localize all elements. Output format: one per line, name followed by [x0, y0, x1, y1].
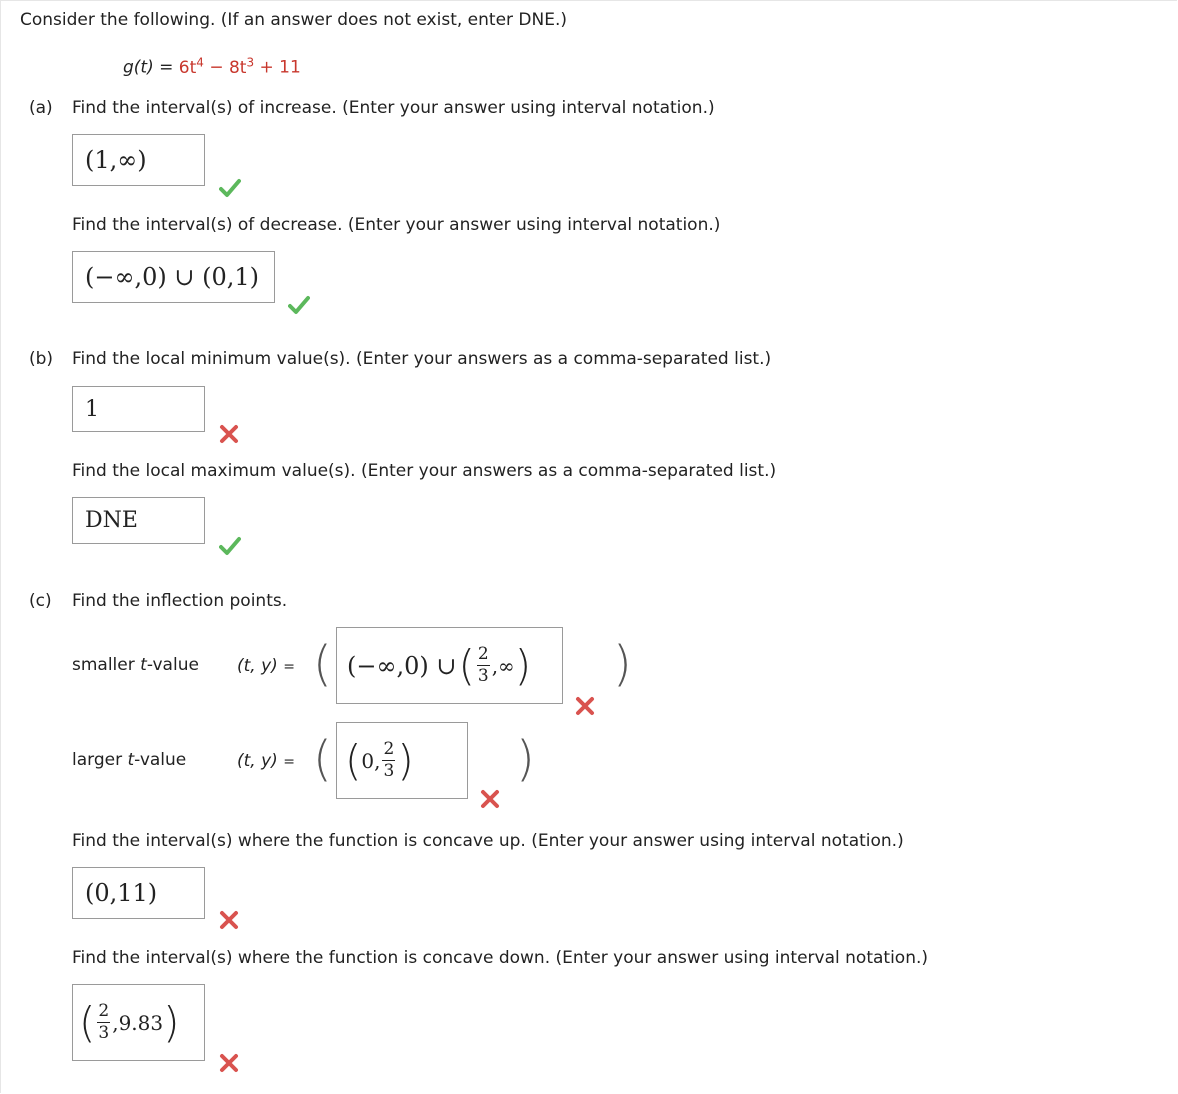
part-c-label: (c)	[29, 591, 52, 611]
function-minus: −	[209, 57, 224, 78]
concave-up-answer-value: (0,11)	[85, 879, 158, 907]
concave-down-fraction: $\frac{2}{3}$	[98, 1001, 110, 1043]
concave-up-prompt: Find the interval(s) where the function is concave up. (Enter your answer using interval notation.)	[72, 831, 904, 851]
decrease-prompt: Find the interval(s) of decrease. (Enter your answer using interval notation.)	[72, 215, 721, 235]
function-eq: =	[159, 57, 174, 78]
max-answer-input[interactable]	[72, 497, 205, 544]
larger-open-paren: (	[313, 731, 332, 787]
smaller-ty-label: (t, y) =	[237, 656, 295, 676]
larger-t-label: larger t-value	[72, 750, 187, 770]
larger-ty-label: (t, y) =	[237, 751, 295, 771]
larger-fraction: $\frac{2}{3}$	[383, 739, 395, 781]
function-lhs: g(t)	[123, 57, 154, 78]
inflection-prompt: Find the inflection points.	[72, 591, 288, 611]
concave-down-answer-input[interactable]: ( $\frac{2}{3}$ ,9.83 )	[72, 984, 205, 1061]
part-a-label: (a)	[29, 98, 53, 118]
concave-down-x-icon	[218, 1053, 240, 1073]
larger-answer-value: 0,	[361, 748, 381, 773]
max-check-icon	[219, 536, 241, 556]
smaller-answer-input[interactable]: (−∞,0) ∪ ( $\frac{2}{3}$ ,∞ )	[336, 627, 563, 704]
function-term2: $8t^3$	[228, 55, 255, 78]
increase-answer-value: (1,∞)	[85, 146, 147, 174]
min-answer-value: 1	[85, 396, 99, 422]
larger-answer-input[interactable]: ( 0, $\frac{2}{3}$ )	[336, 722, 468, 799]
function-term1: $6t^4$	[178, 55, 204, 78]
increase-check-icon	[219, 178, 241, 198]
larger-x-icon	[479, 789, 501, 809]
function-expression	[123, 55, 301, 78]
increase-prompt: Find the interval(s) of increase. (Enter your answer using interval notation.)	[72, 98, 715, 118]
min-x-icon	[218, 424, 240, 444]
smaller-open-paren: (	[313, 636, 332, 692]
decrease-answer-value: (−∞,0) ∪ (0,1)	[85, 263, 259, 291]
smaller-close-paren: )	[613, 636, 632, 692]
smaller-answer-value: (−∞,0) ∪	[347, 651, 457, 680]
smaller-fraction: $\frac{2}{3}$	[477, 644, 489, 686]
instruction-text: Consider the following. (If an answer does not exist, enter DNE.)	[20, 10, 568, 30]
concave-down-prompt: Find the interval(s) where the function is concave down. (Enter your answer using interval notation.)	[72, 948, 929, 968]
concave-up-x-icon	[218, 910, 240, 930]
larger-close-paren: )	[516, 731, 535, 787]
min-answer-input[interactable]	[72, 386, 205, 432]
function-constant: + 11	[259, 57, 301, 78]
part-b-label: (b)	[29, 349, 54, 369]
concave-down-answer-value: ,9.83	[112, 1010, 164, 1035]
min-prompt: Find the local minimum value(s). (Enter your answers as a comma-separated list.)	[72, 349, 772, 369]
increase-answer-input[interactable]	[72, 134, 205, 186]
decrease-check-icon	[288, 295, 310, 315]
decrease-answer-input[interactable]	[72, 251, 275, 303]
max-prompt: Find the local maximum value(s). (Enter your answers as a comma-separated list.)	[72, 461, 777, 481]
max-answer-value: DNE	[85, 508, 138, 533]
smaller-t-label: smaller t-value	[72, 655, 199, 675]
smaller-x-icon	[574, 696, 596, 716]
concave-up-answer-input[interactable]	[72, 867, 205, 919]
